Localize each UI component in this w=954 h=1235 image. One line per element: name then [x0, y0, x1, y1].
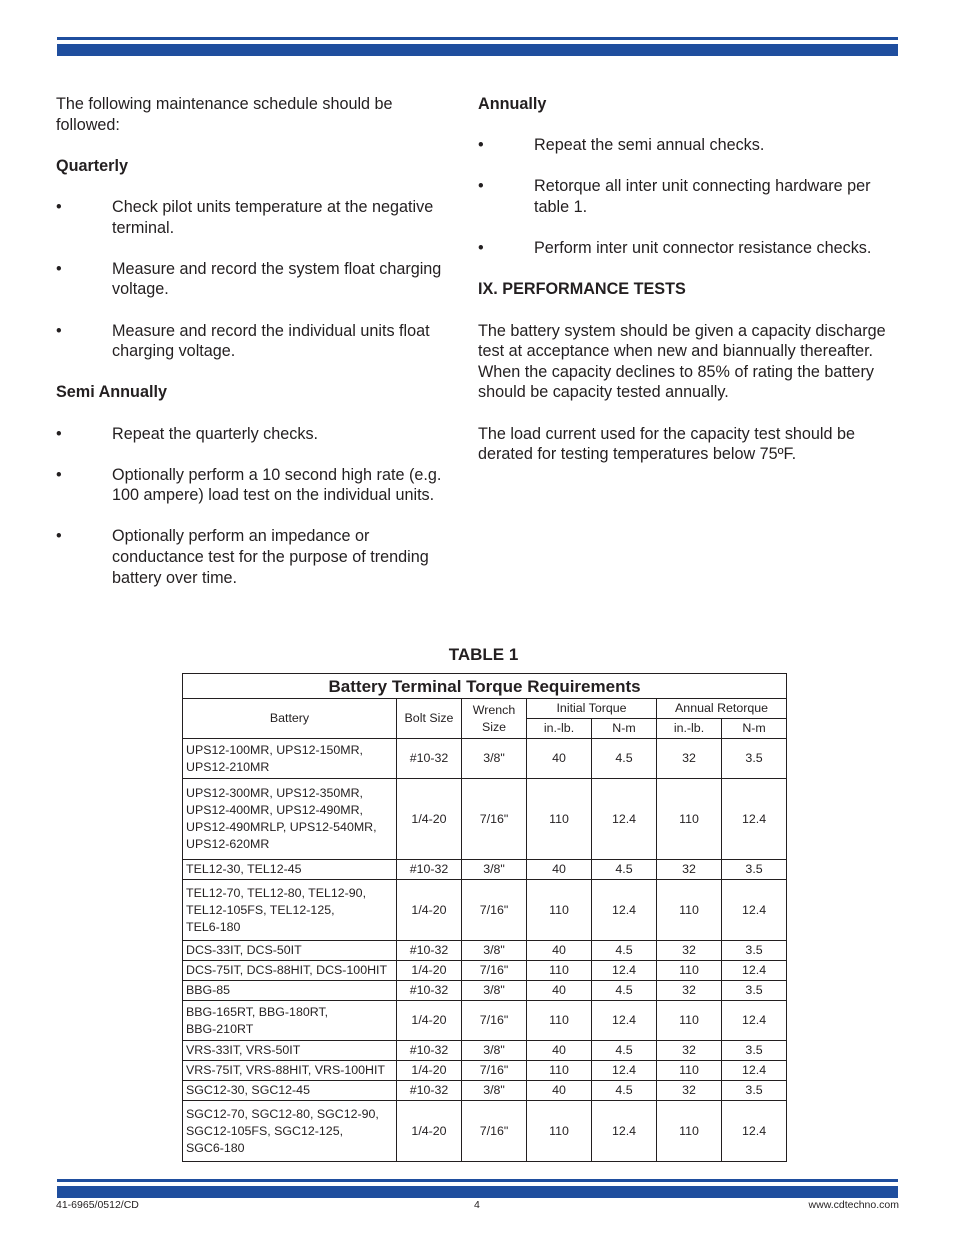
bolt-size-cell: #10-32 — [397, 941, 462, 961]
left-column — [56, 94, 456, 609]
initial-torque-inlb-cell: 40 — [527, 1041, 592, 1061]
initial-torque-nm-cell: 4.5 — [592, 739, 657, 779]
list-item: • Perform inter unit connector resistance checks. — [478, 239, 872, 258]
wrench-size-cell: 3/8" — [462, 739, 527, 779]
header-in-lb: in.-lb. — [527, 719, 592, 739]
annual-retorque-inlb-cell: 32 — [657, 1041, 722, 1061]
battery-model-line: UPS12-300MR, UPS12-350MR, — [186, 786, 363, 800]
initial-torque-nm-cell: 4.5 — [592, 1081, 657, 1101]
battery-model-line: SGC6-180 — [186, 1140, 245, 1155]
footer-page-number: 4 — [474, 1199, 480, 1211]
initial-torque-inlb-cell: 110 — [527, 961, 592, 981]
annual-retorque-nm-cell: 12.4 — [722, 880, 787, 941]
bolt-size-cell: 1/4-20 — [397, 961, 462, 981]
wrench-size-cell: 3/8" — [462, 860, 527, 880]
battery-cell — [183, 880, 397, 941]
battery-model-line: BBG-210RT — [186, 1021, 254, 1036]
table-row — [183, 981, 787, 1001]
bolt-size-cell: #10-32 — [397, 1081, 462, 1101]
bolt-size-cell: 1/4-20 — [397, 1061, 462, 1081]
annually-list — [478, 135, 898, 259]
initial-torque-nm-cell: 4.5 — [592, 1041, 657, 1061]
wrench-size-cell: 3/8" — [462, 1081, 527, 1101]
battery-model-line: TEL12-105FS, TEL12-125, — [186, 902, 335, 917]
table-row — [183, 941, 787, 961]
initial-torque-nm-cell: 12.4 — [592, 961, 657, 981]
battery-model-line: DCS-33IT, DCS-50IT — [186, 943, 302, 957]
annual-retorque-nm-cell: 3.5 — [722, 1081, 787, 1101]
header-wrench-size: Wrench Size — [462, 699, 527, 739]
list-item: • Measure and record the individual units float charging voltage. — [56, 321, 430, 361]
battery-model-line: UPS12-100MR, UPS12-150MR, — [186, 742, 363, 757]
bullet-icon: • — [478, 136, 484, 155]
bolt-size-cell: 1/4-20 — [397, 880, 462, 941]
wrench-size-cell: 3/8" — [462, 981, 527, 1001]
battery-cell — [183, 941, 397, 961]
bullet-icon: • — [478, 177, 484, 196]
header-rule-thick — [57, 44, 898, 56]
battery-cell — [183, 1061, 397, 1081]
battery-model-line: DCS-75IT, DCS-88HIT, DCS-100HIT — [186, 963, 388, 977]
annual-retorque-nm-cell: 3.5 — [722, 860, 787, 880]
annual-retorque-nm-cell: 3.5 — [722, 1041, 787, 1061]
battery-cell — [183, 961, 397, 981]
header-bolt-size: Bolt Size — [397, 699, 462, 739]
table-title: Battery Terminal Torque Requirements — [183, 674, 787, 699]
list-item: • Repeat the semi annual checks. — [478, 136, 765, 155]
battery-model-line: UPS12-620MR — [186, 837, 270, 851]
battery-model-line: UPS12-210MR — [186, 759, 270, 774]
bolt-size-cell: 1/4-20 — [397, 1101, 462, 1162]
table-row — [183, 779, 787, 860]
footer-rule-thin — [57, 1179, 898, 1182]
wrench-size-cell: 7/16" — [462, 1061, 527, 1081]
annual-retorque-inlb-cell: 32 — [657, 941, 722, 961]
list-item: • Optionally perform an impedance or conductance test for the purpose of trending battery over time. — [56, 527, 429, 587]
battery-model-line: SGC12-105FS, SGC12-125, — [186, 1123, 344, 1138]
footer-doc-number: 41-6965/0512/CD — [56, 1199, 139, 1211]
annual-retorque-inlb-cell: 32 — [657, 981, 722, 1001]
initial-torque-nm-cell: 12.4 — [592, 880, 657, 941]
bullet-icon: • — [478, 239, 484, 258]
bullet-icon: • — [56, 321, 62, 340]
battery-cell — [183, 779, 397, 860]
bullet-icon: • — [56, 197, 62, 216]
wrench-size-cell: 7/16" — [462, 779, 527, 860]
initial-torque-nm-cell: 12.4 — [592, 779, 657, 860]
initial-torque-inlb-cell: 40 — [527, 981, 592, 1001]
battery-cell — [183, 981, 397, 1001]
annual-retorque-nm-cell: 12.4 — [722, 1001, 787, 1041]
battery-model-line: TEL12-30, TEL12-45 — [186, 862, 302, 876]
performance-paragraph: The load current used for the capacity test should be derated for testing temperatures below 75ºF. — [478, 424, 856, 464]
list-item: • Repeat the quarterly checks. — [56, 424, 319, 443]
bullet-icon: • — [56, 465, 62, 484]
header-in-lb: in.-lb. — [657, 719, 722, 739]
annual-retorque-inlb-cell: 110 — [657, 1061, 722, 1081]
bullet-icon: • — [56, 424, 62, 443]
table-row — [183, 1101, 787, 1162]
table-row — [183, 1061, 787, 1081]
annual-retorque-nm-cell: 12.4 — [722, 1061, 787, 1081]
table-row — [183, 1041, 787, 1061]
performance-tests-heading: IX. PERFORMANCE TESTS — [478, 280, 686, 299]
table-row — [183, 1081, 787, 1101]
wrench-size-cell: 7/16" — [462, 1101, 527, 1162]
battery-model-line: VRS-75IT, VRS-88HIT, VRS-100HIT — [186, 1063, 385, 1077]
annual-retorque-inlb-cell: 110 — [657, 880, 722, 941]
header-rule-thin — [57, 37, 898, 40]
torque-table — [182, 673, 787, 1162]
initial-torque-nm-cell: 12.4 — [592, 1101, 657, 1162]
battery-cell — [183, 1041, 397, 1061]
initial-torque-inlb-cell: 40 — [527, 739, 592, 779]
initial-torque-nm-cell: 4.5 — [592, 981, 657, 1001]
list-item: • Retorque all inter unit connecting hardware per table 1. — [478, 177, 871, 216]
quarterly-heading: Quarterly — [56, 156, 128, 175]
annual-retorque-inlb-cell: 110 — [657, 961, 722, 981]
wrench-size-cell: 7/16" — [462, 1001, 527, 1041]
table-row — [183, 1001, 787, 1041]
annual-retorque-nm-cell: 12.4 — [722, 961, 787, 981]
wrench-size-cell: 7/16" — [462, 880, 527, 941]
intro-text: The following maintenance schedule should be followed: — [56, 95, 393, 134]
initial-torque-inlb-cell: 110 — [527, 1101, 592, 1162]
torque-table-body — [183, 739, 787, 1162]
bullet-icon: • — [56, 527, 62, 546]
bolt-size-cell: #10-32 — [397, 739, 462, 779]
wrench-size-cell: 3/8" — [462, 1041, 527, 1061]
semi-annually-heading: Semi Annually — [56, 383, 167, 402]
annual-retorque-inlb-cell: 110 — [657, 779, 722, 860]
annual-retorque-nm-cell: 12.4 — [722, 1101, 787, 1162]
annually-heading: Annually — [478, 95, 547, 113]
wrench-size-cell: 7/16" — [462, 961, 527, 981]
battery-model-line: BBG-165RT, BBG-180RT, — [186, 1004, 329, 1019]
battery-model-line: TEL12-70, TEL12-80, TEL12-90, — [186, 885, 367, 900]
battery-cell — [183, 1001, 397, 1041]
battery-model-line: VRS-33IT, VRS-50IT — [186, 1043, 301, 1057]
table-row — [183, 961, 787, 981]
initial-torque-inlb-cell: 110 — [527, 1061, 592, 1081]
bullet-icon: • — [56, 259, 62, 278]
initial-torque-nm-cell: 4.5 — [592, 860, 657, 880]
header-battery: Battery — [183, 699, 397, 739]
battery-model-line: SGC12-30, SGC12-45 — [186, 1083, 310, 1097]
initial-torque-nm-cell: 12.4 — [592, 1001, 657, 1041]
annual-retorque-nm-cell: 3.5 — [722, 941, 787, 961]
initial-torque-inlb-cell: 110 — [527, 880, 592, 941]
initial-torque-inlb-cell: 40 — [527, 860, 592, 880]
footer-website[interactable]: www.cdtechno.com — [808, 1199, 899, 1211]
list-item: • Optionally perform a 10 second high rate (e.g. 100 ampere) load test on the individual units. — [56, 465, 442, 505]
bolt-size-cell: #10-32 — [397, 860, 462, 880]
battery-cell — [183, 1081, 397, 1101]
footer-rule-thick — [57, 1186, 898, 1198]
bolt-size-cell: #10-32 — [397, 981, 462, 1001]
annual-retorque-inlb-cell: 32 — [657, 1081, 722, 1101]
initial-torque-inlb-cell: 110 — [527, 779, 592, 860]
annual-retorque-inlb-cell: 32 — [657, 860, 722, 880]
right-column — [478, 94, 898, 485]
bolt-size-cell: 1/4-20 — [397, 779, 462, 860]
initial-torque-inlb-cell: 40 — [527, 941, 592, 961]
table-row — [183, 860, 787, 880]
battery-model-line: SGC12-70, SGC12-80, SGC12-90, — [186, 1106, 379, 1121]
semi-annually-list — [56, 424, 456, 589]
initial-torque-nm-cell: 4.5 — [592, 941, 657, 961]
header-n-m: N-m — [722, 719, 787, 739]
battery-cell — [183, 739, 397, 779]
initial-torque-inlb-cell: 40 — [527, 1081, 592, 1101]
table-row — [183, 739, 787, 779]
table-row — [183, 880, 787, 941]
table-caption: TABLE 1 — [448, 645, 519, 664]
quarterly-list — [56, 197, 456, 362]
battery-cell — [183, 860, 397, 880]
battery-model-line: TEL6-180 — [186, 919, 241, 934]
battery-model-line: BBG-85 — [186, 983, 231, 997]
header-annual-retorque: Annual Retorque — [657, 699, 787, 719]
initial-torque-nm-cell: 12.4 — [592, 1061, 657, 1081]
annual-retorque-nm-cell: 3.5 — [722, 981, 787, 1001]
annual-retorque-inlb-cell: 110 — [657, 1001, 722, 1041]
initial-torque-inlb-cell: 110 — [527, 1001, 592, 1041]
bolt-size-cell: #10-32 — [397, 1041, 462, 1061]
bolt-size-cell: 1/4-20 — [397, 1001, 462, 1041]
annual-retorque-nm-cell: 3.5 — [722, 739, 787, 779]
annual-retorque-nm-cell: 12.4 — [722, 779, 787, 860]
header-initial-torque: Initial Torque — [527, 699, 657, 719]
list-item: • Check pilot units temperature at the negative terminal. — [56, 197, 434, 237]
battery-model-line: UPS12-490MRLP, UPS12-540MR, — [186, 820, 377, 834]
performance-paragraph: The battery system should be given a capacity discharge test at acceptance when new and biannually thereafter. When the capacity declines to 85% of rating the battery should be capacity tested annually. — [478, 321, 886, 402]
battery-cell — [183, 1101, 397, 1162]
list-item: • Measure and record the system float charging voltage. — [56, 259, 442, 299]
wrench-size-cell: 3/8" — [462, 941, 527, 961]
header-n-m: N-m — [592, 719, 657, 739]
annual-retorque-inlb-cell: 110 — [657, 1101, 722, 1162]
battery-model-line: UPS12-400MR, UPS12-490MR, — [186, 803, 363, 817]
annual-retorque-inlb-cell: 32 — [657, 739, 722, 779]
